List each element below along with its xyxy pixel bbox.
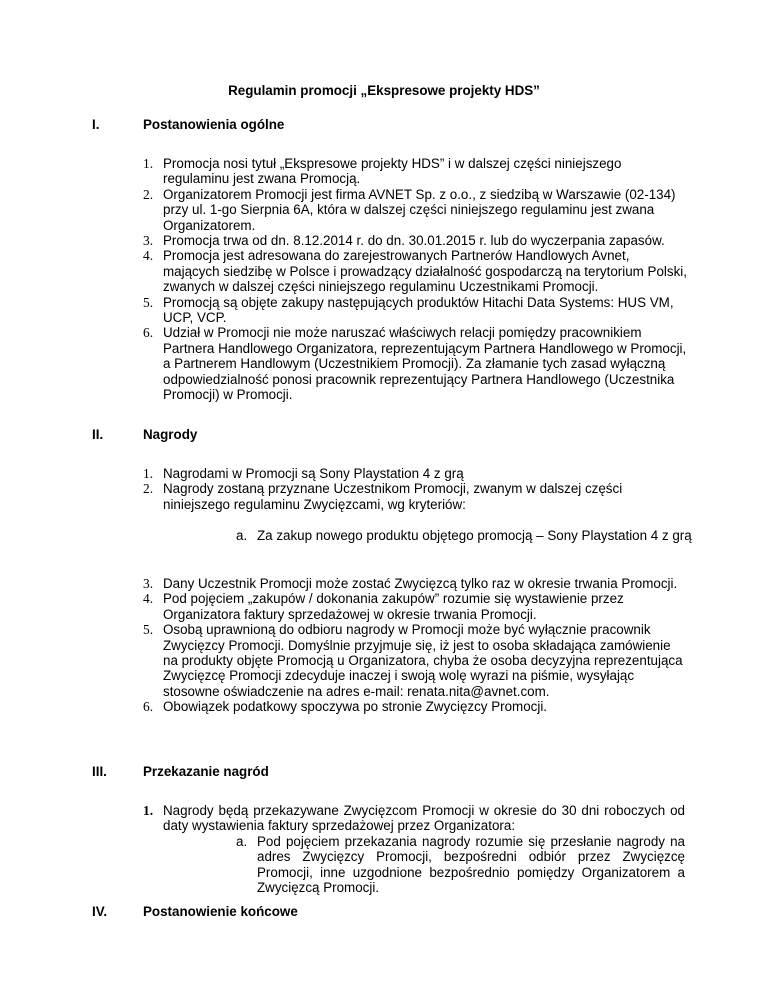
- item-text: Pod pojęciem przekazania nagrody rozumie się przesłanie nagrody na adres Zwycięzcy Promocji, bezpośredni odbiór przez Zwycięzcę Promocji, inne uzgodnione bezpośrednio pomiędzy Organizatorem a Zwycięzcą Promocji.: [257, 834, 685, 896]
- list-item: [0, 622, 688, 699]
- section-2-list: [0, 466, 688, 512]
- section-number: III.: [92, 764, 107, 779]
- item-number: 1.: [143, 466, 154, 481]
- item-number: 1.: [143, 156, 154, 171]
- list-item: [0, 248, 688, 294]
- item-number: 5.: [143, 294, 154, 310]
- section-3-list: [0, 803, 685, 834]
- item-number: 4.: [143, 248, 154, 264]
- section-2-sublist: [0, 528, 692, 543]
- section-number: I.: [92, 117, 100, 132]
- item-text: Za zakup nowego produktu objętego promocją – Sony Playstation 4 z grą: [257, 528, 692, 543]
- item-text: Udział w Promocji nie może naruszać właściwych relacji pomiędzy pracownikiem Partnera Handlowego Organizatora, reprezentującym Partnera Handlowego w Promocji, a Partnerem Handlowym (Uczestnikiem Promocji). Za złamanie tych zasad wyłączną odpowiedzialność ponosi pracownik reprezentujący Partnera Handlowego (Uczestnika Promocji) w Promocji.: [163, 325, 687, 403]
- list-item: [0, 699, 688, 714]
- item-number: 3.: [143, 576, 154, 591]
- item-number: 6.: [143, 325, 154, 341]
- item-number: 1.: [143, 803, 154, 818]
- item-text: Promocja trwa od dn. 8.12.2014 r. do dn. 30.01.2015 r. lub do wyczerpania zapasów.: [163, 233, 665, 249]
- list-item: [0, 233, 688, 248]
- item-number: 2.: [143, 481, 154, 497]
- item-text: Obowiązek podatkowy spoczywa po stronie Zwycięzcy Promocji.: [163, 699, 548, 715]
- section-3-sublist: [0, 834, 685, 896]
- item-number: 3.: [143, 233, 154, 249]
- item-number: 6.: [143, 699, 154, 715]
- item-text: Osobą uprawnioną do odbioru nagrody w Promocji może być wyłącznie pracownik Zwycięzcy Promocji. Domyślnie przyjmuje się, iż jest to osoba składająca zamówienie na produkty objęte Promocją u Organizatora, chyba że osoba decyzyjna reprezentująca Zwycięzcę Promocji zdecyduje inaczej i swoją wolę wyrazi na piśmie, wysyłając stosowne oświadczenie na adres e-mail: renata.nita@avnet.com.: [163, 622, 683, 699]
- list-item: [0, 187, 688, 233]
- item-text: Nagrody zostaną przyznane Uczestnikom Promocji, zwanym w dalszej części niniejszego regulaminu Zwycięzcami, wg kryteriów:: [163, 481, 623, 512]
- item-text: Promocja nosi tytuł „Ekspresowe projekty HDS” i w dalszej części niniejszego regulaminu jest zwana Promocją.: [163, 156, 622, 187]
- item-text: Dany Uczestnik Promocji może zostać Zwycięzcą tylko raz w okresie trwania Promocji.: [163, 576, 678, 591]
- section-number: II.: [92, 427, 104, 442]
- list-item: [0, 591, 688, 622]
- item-text: Organizatorem Promocji jest firma AVNET Sp. z o.o., z siedzibą w Warszawie (02-134) przy ul. 1-go Sierpnia 6A, która w dalszej części niniejszego regulaminu jest zwana Organizatorem.: [163, 186, 676, 233]
- section-heading: Postanowienie końcowe: [143, 904, 298, 919]
- section-1-list: [0, 156, 688, 403]
- list-item: [0, 481, 688, 512]
- item-number: 2.: [143, 186, 154, 202]
- section-heading: Przekazanie nagród: [143, 764, 269, 779]
- list-item: [0, 466, 688, 481]
- item-letter: a.: [236, 528, 248, 543]
- list-item: [0, 156, 688, 187]
- item-text: Pod pojęciem „zakupów / dokonania zakupów” rozumie się wystawienie przez Organizatora faktury sprzedażowej w okresie trwania Promocji.: [163, 591, 624, 622]
- item-number: 5.: [143, 622, 154, 638]
- section-2-list-continued: [0, 576, 688, 715]
- document-title: Regulamin promocji „Ekspresowe projekty HDS”: [228, 83, 540, 98]
- item-text: Promocją są objęte zakupy następujących produktów Hitachi Data Systems: HUS VM, UCP, VCP.: [163, 294, 674, 326]
- item-text: Nagrody będą przekazywane Zwycięzcom Promocji w okresie do 30 dni roboczych od daty wystawienia faktury sprzedażowej przez Organizatora:: [163, 803, 685, 834]
- list-item: [0, 834, 685, 896]
- section-heading: Postanowienia ogólne: [143, 117, 285, 132]
- section-number: IV.: [92, 904, 108, 919]
- list-item: [0, 803, 685, 834]
- list-item: [0, 528, 692, 543]
- item-text: Promocja jest adresowana do zarejestrowanych Partnerów Handlowych Avnet, mających siedzibę w Polsce i prowadzący działalność gospodarczą na terytorium Polski, zwanych w dalszej części niniejszego regulaminu Uczestnikami Promocji.: [163, 248, 687, 295]
- list-item: [0, 325, 688, 402]
- list-item: [0, 576, 688, 591]
- item-letter: a.: [236, 834, 248, 849]
- list-item: [0, 295, 688, 326]
- item-text: Nagrodami w Promocji są Sony Playstation 4 z grą: [163, 466, 464, 481]
- item-number: 4.: [143, 591, 154, 607]
- section-heading: Nagrody: [143, 427, 198, 442]
